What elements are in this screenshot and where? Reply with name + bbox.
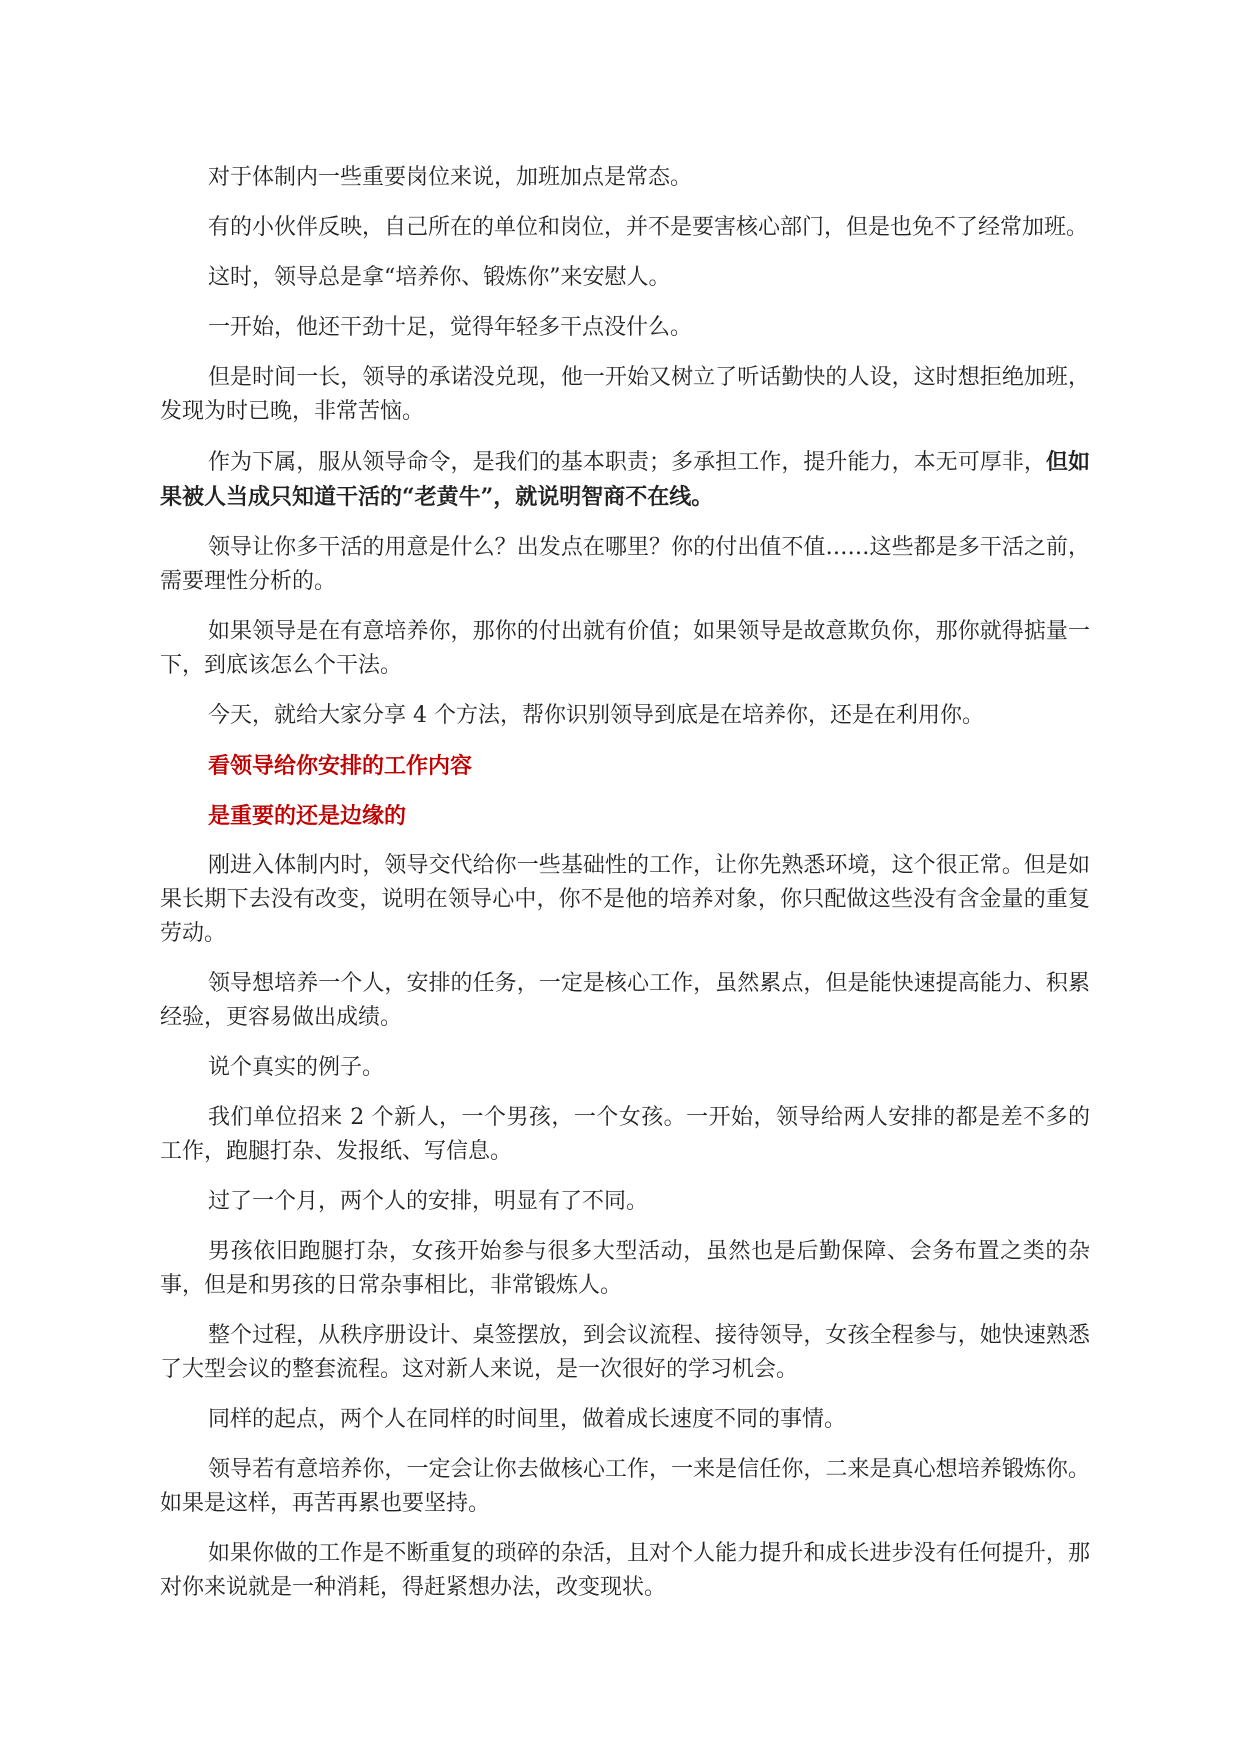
paragraph-19: 如果你做的工作是不断重复的琐碎的杂活，且对个人能力提升和成长进步没有任何提升，那对你来说就是一种消耗，得赶紧想办法，改变现状。 [160,1541,1090,1600]
section-heading-2: 是重要的还是边缘的 [208,803,407,829]
paragraph-4: 一开始，他还干劲十足，觉得年轻多干点没什么。 [208,315,693,340]
paragraph-10: 刚进入体制内时，领导交代给你一些基础性的工作，让你先熟悉环境，这个很正常。但是如果长期下去没有改变，说明在领导心中，你不是他的培养对象，你只配做这些没有含金量的重复劳动。 [160,853,1090,946]
paragraph-1: 对于体制内一些重要岗位来说，加班加点是常态。 [208,165,693,190]
paragraph-12: 说个真实的例子。 [208,1055,385,1080]
paragraph-6-bold: 但如果被人当成只知道干活的“老黄牛”，就说明智商不在线。 [160,449,1090,510]
paragraph-7: 领导让你多干活的用意是什么？出发点在哪里？你的付出值不值……这些都是多干活之前，需要理性分析的。 [160,535,1090,594]
paragraph-17: 同样的起点，两个人在同样的时间里，做着成长速度不同的事情。 [208,1407,847,1432]
paragraph-2: 有的小伙伴反映，自己所在的单位和岗位，并不是要害核心部门，但是也免不了经常加班。 [208,215,1089,240]
paragraph-15: 男孩依旧跑腿打杂，女孩开始参与很多大型活动，虽然也是后勤保障、会务布置之类的杂事，但是和男孩的日常杂事相比，非常锻炼人。 [160,1239,1090,1298]
paragraph-6 [160,445,1090,515]
paragraph-9: 今天，就给大家分享 4 个方法，帮你识别领导到底是在培养你，还是在利用你。 [208,703,984,728]
paragraph-13: 我们单位招来 2 个新人，一个男孩，一个女孩。一开始，领导给两人安排的都是差不多的工作，跑腿打杂、发报纸、写信息。 [160,1105,1090,1164]
article-body [160,161,1090,1621]
paragraph-5: 但是时间一长，领导的承诺没兑现，他一开始又树立了听话勤快的人设，这时想拒绝加班，发现为时已晚，非常苦恼。 [160,365,1090,424]
paragraph-6-normal: 作为下属，服从领导命令，是我们的基本职责；多承担工作，提升能力，本无可厚非， [208,450,1046,475]
paragraph-16: 整个过程，从秩序册设计、桌签摆放，到会议流程、接待领导，女孩全程参与，她快速熟悉了大型会议的整套流程。这对新人来说，是一次很好的学习机会。 [160,1323,1090,1382]
paragraph-8: 如果领导是在有意培养你，那你的付出就有价值；如果领导是故意欺负你，那你就得掂量一下，到底该怎么个干法。 [160,619,1090,678]
paragraph-11: 领导想培养一个人，安排的任务，一定是核心工作，虽然累点，但是能快速提高能力、积累经验，更容易做出成绩。 [160,971,1090,1030]
paragraph-18: 领导若有意培养你，一定会让你去做核心工作，一来是信任你，二来是真心想培养锻炼你。如果是这样，再苦再累也要坚持。 [160,1457,1090,1516]
paragraph-14: 过了一个月，两个人的安排，明显有了不同。 [208,1189,649,1214]
paragraph-3: 这时，领导总是拿“培养你、锻炼你”来安慰人。 [208,265,671,290]
section-heading-1: 看领导给你安排的工作内容 [208,753,473,779]
